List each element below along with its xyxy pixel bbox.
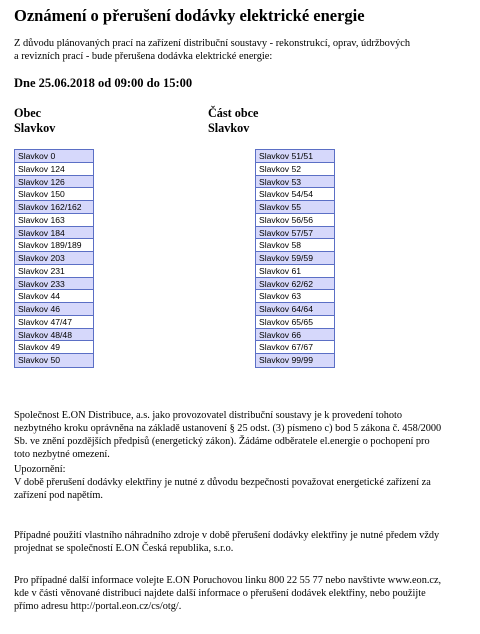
contact-line: přímo adresu http://portal.eon.cz/cs/otg/. [14, 600, 182, 612]
generator-paragraph [14, 530, 476, 556]
address-row: Slavkov 126 [15, 176, 93, 189]
obec-value: Slavkov [14, 121, 56, 135]
address-row: Slavkov 50 [15, 354, 93, 367]
address-row: Slavkov 162/162 [15, 201, 93, 214]
legal-line: Sb. ve znění pozdějších předpisů (energetický zákon). Žádáme odběratele el.energie o pochopení pro [14, 435, 430, 447]
address-row: Slavkov 64/64 [256, 303, 334, 316]
contact-line: kde v části věnované distribuci najdete další informace o přerušení dodávek elektřiny, nebo použijte [14, 587, 426, 599]
address-row: Slavkov 231 [15, 265, 93, 278]
generator-line: projednat se společností E.ON Česká republika, s.r.o. [14, 542, 234, 554]
page-title: Oznámení o přerušení dodávky elektrické energie [14, 6, 365, 25]
legal-line: toto nezbytné omezení. [14, 448, 110, 460]
address-row: Slavkov 124 [15, 163, 93, 176]
address-row: Slavkov 163 [15, 214, 93, 227]
contact-paragraph [14, 575, 476, 614]
address-row: Slavkov 233 [15, 278, 93, 291]
cast-obce-header [208, 106, 258, 136]
address-row: Slavkov 46 [15, 303, 93, 316]
address-row: Slavkov 48/48 [15, 329, 93, 342]
address-row: Slavkov 54/54 [256, 188, 334, 201]
cast-obce-value: Slavkov [208, 121, 250, 135]
intro-line: a revizních prací - bude přerušena dodávka elektrické energie: [14, 51, 273, 62]
address-row: Slavkov 51/51 [256, 150, 334, 163]
address-row: Slavkov 49 [15, 341, 93, 354]
warning-line: V době přerušení dodávky elektřiny je nutné z důvodu bezpečnosti považovat energetické zařízení za [14, 476, 431, 488]
address-row: Slavkov 63 [256, 290, 334, 303]
address-row: Slavkov 67/67 [256, 341, 334, 354]
address-row: Slavkov 189/189 [15, 239, 93, 252]
intro-text [14, 37, 470, 63]
address-row: Slavkov 44 [15, 290, 93, 303]
warning-paragraph [14, 464, 476, 503]
obec-label: Obec [14, 106, 42, 120]
legal-paragraph [14, 410, 476, 462]
address-row: Slavkov 55 [256, 201, 334, 214]
address-row: Slavkov 56/56 [256, 214, 334, 227]
intro-line: Z důvodu plánovaných prací na zařízení distribuční soustavy - rekonstrukcí, oprav, údržbových [14, 38, 411, 49]
address-row: Slavkov 61 [256, 265, 334, 278]
address-list-left [14, 149, 94, 368]
legal-line: nezbytného kroku oprávněna na základě ustanovení § 25 odst. (3) písmeno c) bod 5 zákona č. 458/2000 [14, 422, 442, 434]
cast-obce-label: Část obce [208, 106, 259, 120]
address-row: Slavkov 203 [15, 252, 93, 265]
address-row: Slavkov 53 [256, 176, 334, 189]
address-row: Slavkov 58 [256, 239, 334, 252]
address-row: Slavkov 57/57 [256, 227, 334, 240]
outage-date: Dne 25.06.2018 od 09:00 do 15:00 [14, 76, 193, 90]
address-row: Slavkov 52 [256, 163, 334, 176]
address-row: Slavkov 66 [256, 329, 334, 342]
address-row: Slavkov 99/99 [256, 354, 334, 367]
address-list-right [255, 149, 335, 368]
legal-line: Společnost E.ON Distribuce, a.s. jako provozovatel distribuční soustavy je k provedení tohoto [14, 410, 403, 421]
address-row: Slavkov 65/65 [256, 316, 334, 329]
obec-header [14, 106, 55, 136]
address-row: Slavkov 150 [15, 188, 93, 201]
address-row: Slavkov 184 [15, 227, 93, 240]
contact-line: Pro případné další informace volejte E.ON Poruchovou linku 800 22 55 77 nebo navštivte www.eon.cz, [14, 575, 442, 586]
warning-line: zařízení pod napětím. [14, 489, 103, 501]
address-row: Slavkov 62/62 [256, 278, 334, 291]
address-row: Slavkov 59/59 [256, 252, 334, 265]
generator-line: Případné použití vlastního náhradního zdroje v době přerušení dodávky elektřiny je nutné předem vždy [14, 530, 440, 541]
address-row: Slavkov 0 [15, 150, 93, 163]
address-row: Slavkov 47/47 [15, 316, 93, 329]
warning-heading: Upozornění: [14, 464, 66, 475]
